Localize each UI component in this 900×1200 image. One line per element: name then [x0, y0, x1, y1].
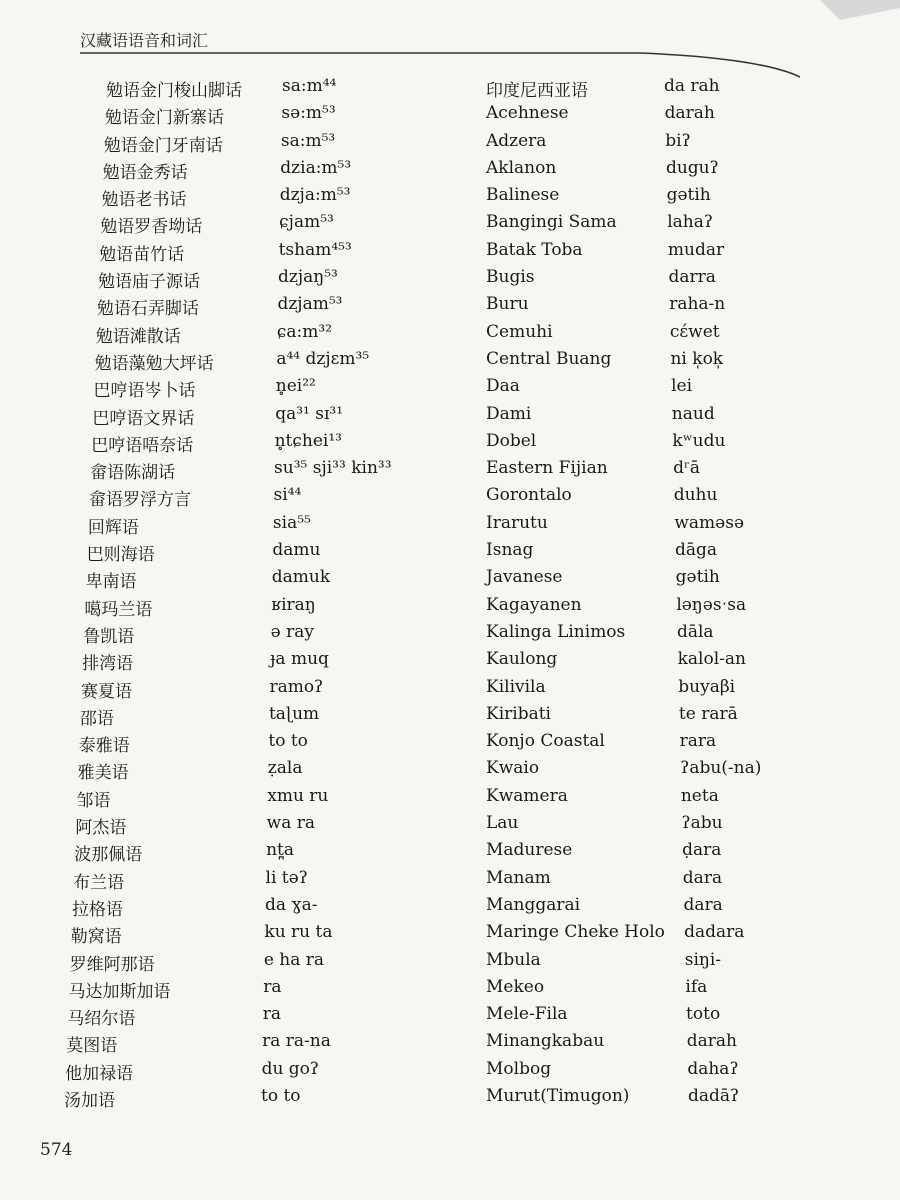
- chinese-language-name: 勉语金门梭山脚话: [106, 81, 242, 101]
- table-row: [0, 376, 900, 402]
- foreign-form: dara: [683, 894, 723, 915]
- chinese-form: sa:m⁴⁴: [282, 76, 337, 96]
- table-row: [0, 158, 900, 184]
- chinese-language-name: 马达加斯加语: [68, 981, 171, 1002]
- chinese-form: to to: [261, 1086, 301, 1106]
- foreign-form: ni k̩ok̩: [670, 348, 724, 369]
- table-row: [0, 513, 900, 539]
- running-header: 汉藏语语音和词汇: [80, 31, 209, 50]
- chinese-language-name: 汤加语: [64, 1091, 115, 1111]
- chinese-form: da ɣa-: [264, 894, 318, 915]
- table-row: [0, 950, 900, 976]
- foreign-language-name: Balinese: [486, 185, 560, 206]
- foreign-form: duguʔ: [665, 157, 719, 178]
- table-row: [0, 1004, 900, 1030]
- chinese-form: taɭum: [268, 703, 320, 724]
- table-row: [0, 758, 900, 784]
- foreign-language-name: 印度尼西亚语: [486, 81, 588, 101]
- table-row: [0, 485, 900, 511]
- chinese-language-name: 邹语: [76, 790, 111, 811]
- chinese-form: to to: [268, 731, 308, 752]
- foreign-form: dʳā: [673, 458, 700, 479]
- foreign-form: dadara: [684, 922, 745, 943]
- chinese-language-name: 勉语老书话: [101, 190, 187, 211]
- foreign-language-name: Bugis: [486, 267, 535, 288]
- chinese-language-name: 拉格语: [71, 899, 123, 920]
- foreign-form: darah: [686, 1031, 737, 1052]
- chinese-form: xmu ru: [267, 785, 329, 806]
- foreign-language-name: Irarutu: [486, 512, 548, 533]
- chinese-form: damuk: [271, 567, 331, 588]
- foreign-form: kalol-an: [677, 649, 746, 670]
- foreign-form: toto: [686, 1004, 721, 1025]
- chinese-language-name: 雅美语: [77, 763, 129, 784]
- foreign-language-name: Javanese: [486, 567, 563, 588]
- chinese-form: tsham⁴⁵³: [278, 239, 352, 260]
- foreign-form: neta: [680, 785, 719, 806]
- chinese-language-name: 畲语罗浮方言: [88, 490, 191, 511]
- foreign-language-name: Madurese: [486, 840, 573, 861]
- foreign-language-name: Cemuhi: [486, 321, 553, 342]
- chinese-form: du goʔ: [261, 1058, 320, 1079]
- chinese-form: ʁiraŋ: [271, 594, 316, 615]
- foreign-language-name: Kiribati: [486, 703, 551, 724]
- chinese-form: a⁴⁴ dzjɛm³⁵: [276, 348, 370, 369]
- foreign-language-name: Manam: [486, 867, 551, 888]
- table-row: [0, 567, 900, 593]
- foreign-form: te rarā: [678, 703, 738, 724]
- foreign-form: lahaʔ: [667, 212, 714, 233]
- foreign-language-name: Isnag: [486, 540, 534, 561]
- chinese-language-name: 勒窝语: [70, 927, 122, 948]
- table-row: [0, 786, 900, 812]
- table-row: [0, 185, 900, 211]
- foreign-form: darra: [668, 267, 716, 288]
- foreign-language-name: Kwamera: [486, 785, 568, 806]
- foreign-form: buyaβi: [678, 676, 736, 697]
- foreign-form: da rah: [664, 76, 720, 96]
- table-row: [0, 458, 900, 484]
- chinese-language-name: 鲁凯语: [83, 626, 135, 647]
- chinese-language-name: 排湾语: [82, 654, 134, 675]
- foreign-language-name: Murut(Timugon): [486, 1086, 630, 1106]
- chinese-form: sə:m⁵³: [281, 103, 336, 124]
- foreign-language-name: Buru: [486, 294, 529, 315]
- table-row: [0, 1086, 900, 1112]
- table-row: [0, 294, 900, 320]
- chinese-form: sa:m⁵³: [280, 130, 336, 151]
- foreign-form: ifa: [685, 976, 708, 997]
- chinese-form: damu: [272, 540, 321, 561]
- foreign-form: ḍara: [682, 840, 722, 861]
- table-row: [0, 895, 900, 921]
- chinese-form: dzjam⁵³: [277, 294, 343, 315]
- chinese-form: ẓala: [267, 758, 303, 779]
- foreign-language-name: Mbula: [486, 949, 541, 970]
- table-row: [0, 103, 900, 129]
- chinese-form: su³⁵ sji³³ kin³³: [274, 458, 392, 479]
- foreign-language-name: Kwaio: [486, 758, 540, 779]
- foreign-language-name: Bangingi Sama: [486, 212, 617, 233]
- chinese-language-name: 巴则海语: [86, 545, 155, 566]
- chinese-form: sia⁵⁵: [272, 512, 311, 533]
- chinese-language-name: 巴哼语唔奈话: [91, 435, 194, 456]
- foreign-language-name: Lau: [486, 813, 519, 834]
- chinese-language-name: 回辉语: [87, 517, 139, 538]
- chinese-form: ə ray: [270, 621, 314, 642]
- foreign-language-name: Minangkabau: [486, 1031, 605, 1052]
- table-row: [0, 540, 900, 566]
- foreign-language-name: Aklanon: [486, 157, 557, 178]
- table-row: [0, 922, 900, 948]
- foreign-form: dadāʔ: [688, 1086, 740, 1106]
- foreign-language-name: Adzera: [486, 130, 547, 151]
- table-row: [0, 649, 900, 675]
- table-row: [0, 1059, 900, 1085]
- foreign-form: cɛ́wet: [669, 321, 720, 342]
- foreign-form: dahaʔ: [687, 1058, 739, 1079]
- chinese-language-name: 勉语金秀话: [102, 162, 188, 183]
- foreign-language-name: Dobel: [486, 430, 537, 451]
- foreign-language-name: Central Buang: [486, 348, 612, 369]
- table-row: [0, 677, 900, 703]
- chinese-language-name: 赛夏语: [81, 681, 133, 702]
- foreign-language-name: Kalinga Linimos: [486, 621, 626, 642]
- foreign-language-name: Daa: [486, 376, 520, 397]
- chinese-form: ra ra-na: [262, 1031, 331, 1052]
- foreign-language-name: Eastern Fijian: [486, 458, 608, 479]
- chinese-form: qa³¹ sɪ³¹: [275, 403, 344, 424]
- chinese-language-name: 马绍尔语: [67, 1009, 136, 1030]
- chinese-form: e ha ra: [263, 949, 325, 970]
- chinese-language-name: 阿杰语: [75, 818, 127, 839]
- chinese-language-name: 他加禄语: [65, 1063, 134, 1084]
- foreign-form: dāla: [676, 621, 714, 642]
- foreign-language-name: Mele-Fila: [486, 1004, 568, 1025]
- foreign-language-name: Kaulong: [486, 649, 558, 670]
- chinese-form: n̥ei²²: [275, 376, 316, 397]
- chinese-language-name: 波那佩语: [74, 845, 143, 866]
- chinese-language-name: 勉语金门牙南话: [103, 135, 223, 156]
- chinese-language-name: 卑南语: [85, 572, 137, 593]
- chinese-language-name: 莫图语: [66, 1036, 118, 1057]
- table-row: [0, 868, 900, 894]
- foreign-language-name: Kagayanen: [486, 594, 582, 615]
- chinese-language-name: 勉语藻勉大坪话: [94, 353, 214, 374]
- foreign-form: naud: [671, 403, 715, 424]
- table-row: [0, 704, 900, 730]
- foreign-language-name: Manggarai: [486, 894, 581, 915]
- foreign-form: duhu: [673, 485, 718, 506]
- chinese-language-name: 畲语陈湖话: [90, 463, 176, 484]
- foreign-form: gətih: [666, 185, 711, 206]
- chinese-form: n̥tɕhei¹³: [274, 430, 342, 451]
- foreign-language-name: Dami: [486, 403, 532, 424]
- foreign-form: ʔabu: [681, 813, 723, 834]
- foreign-form: ʔabu(-na): [680, 758, 762, 779]
- foreign-form: siŋi-: [684, 949, 722, 970]
- chinese-form: wa ra: [266, 813, 316, 834]
- table-row: [0, 813, 900, 839]
- foreign-form: kʷudu: [672, 430, 726, 451]
- chinese-language-name: 罗维阿那语: [69, 954, 155, 975]
- chinese-language-name: 勉语庙子源话: [98, 272, 201, 293]
- table-row: [0, 267, 900, 293]
- table-row: [0, 240, 900, 266]
- foreign-form: lei: [671, 376, 693, 397]
- foreign-form: gətih: [675, 567, 720, 588]
- foreign-language-name: Molbog: [486, 1058, 552, 1079]
- chinese-language-name: 勉语滩散话: [95, 326, 181, 347]
- chinese-form: dzjaŋ⁵³: [278, 267, 338, 288]
- chinese-language-name: 巴哼语岑卜话: [93, 381, 196, 402]
- table-row: [0, 76, 900, 102]
- foreign-language-name: Batak Toba: [486, 239, 583, 260]
- table-row: [0, 731, 900, 757]
- chinese-language-name: 邵语: [79, 708, 114, 729]
- foreign-language-name: Acehnese: [486, 103, 569, 124]
- chinese-form: ɟa muq: [270, 649, 329, 670]
- chinese-form: ra: [263, 976, 282, 997]
- chinese-language-name: 噶玛兰语: [84, 599, 153, 620]
- chinese-form: nt̪a: [266, 840, 295, 861]
- chinese-form: dzja:m⁵³: [279, 185, 351, 206]
- foreign-form: raha-n: [669, 294, 726, 315]
- foreign-form: dara: [682, 867, 723, 888]
- table-row: [0, 1031, 900, 1057]
- table-row: [0, 349, 900, 375]
- foreign-form: ləŋəsˑsa: [676, 594, 747, 615]
- table-row: [0, 404, 900, 430]
- foreign-language-name: Konjo Coastal: [486, 731, 605, 752]
- chinese-form: ɕjam⁵³: [279, 212, 334, 233]
- foreign-form: waməsə: [674, 512, 745, 533]
- table-row: [0, 431, 900, 457]
- foreign-language-name: Gorontalo: [486, 485, 572, 506]
- chinese-language-name: 巴哼语文界话: [92, 408, 195, 429]
- chinese-form: ku ru ta: [264, 922, 333, 943]
- foreign-form: rara: [679, 731, 717, 752]
- chinese-language-name: 布兰语: [73, 872, 125, 893]
- chinese-form: si⁴⁴: [273, 485, 302, 506]
- chinese-form: ra: [262, 1004, 281, 1025]
- table-row: [0, 131, 900, 157]
- table-row: [0, 595, 900, 621]
- foreign-language-name: Mekeo: [486, 976, 545, 997]
- foreign-language-name: Kilivila: [486, 676, 546, 697]
- foreign-form: dāga: [675, 540, 718, 561]
- table-row: [0, 212, 900, 238]
- table-row: [0, 622, 900, 648]
- foreign-form: darah: [664, 103, 715, 124]
- chinese-language-name: 勉语苗竹话: [99, 244, 185, 265]
- page-number: 574: [40, 1140, 73, 1160]
- table-row: [0, 840, 900, 866]
- table-row: [0, 977, 900, 1003]
- chinese-language-name: 泰雅语: [78, 736, 130, 757]
- foreign-form: mudar: [667, 239, 725, 260]
- chinese-form: ɕa:m³²: [276, 321, 333, 342]
- chinese-form: ramoʔ: [269, 676, 324, 697]
- foreign-language-name: Maringe Cheke Holo: [486, 922, 665, 943]
- foreign-form: biʔ: [665, 130, 691, 151]
- chinese-form: dzia:m⁵³: [280, 157, 352, 178]
- chinese-language-name: 勉语石弄脚话: [96, 299, 199, 320]
- chinese-language-name: 勉语金门新寨话: [104, 108, 224, 129]
- chinese-form: li təʔ: [265, 867, 308, 888]
- table-row: [0, 322, 900, 348]
- chinese-language-name: 勉语罗香坳话: [100, 217, 203, 238]
